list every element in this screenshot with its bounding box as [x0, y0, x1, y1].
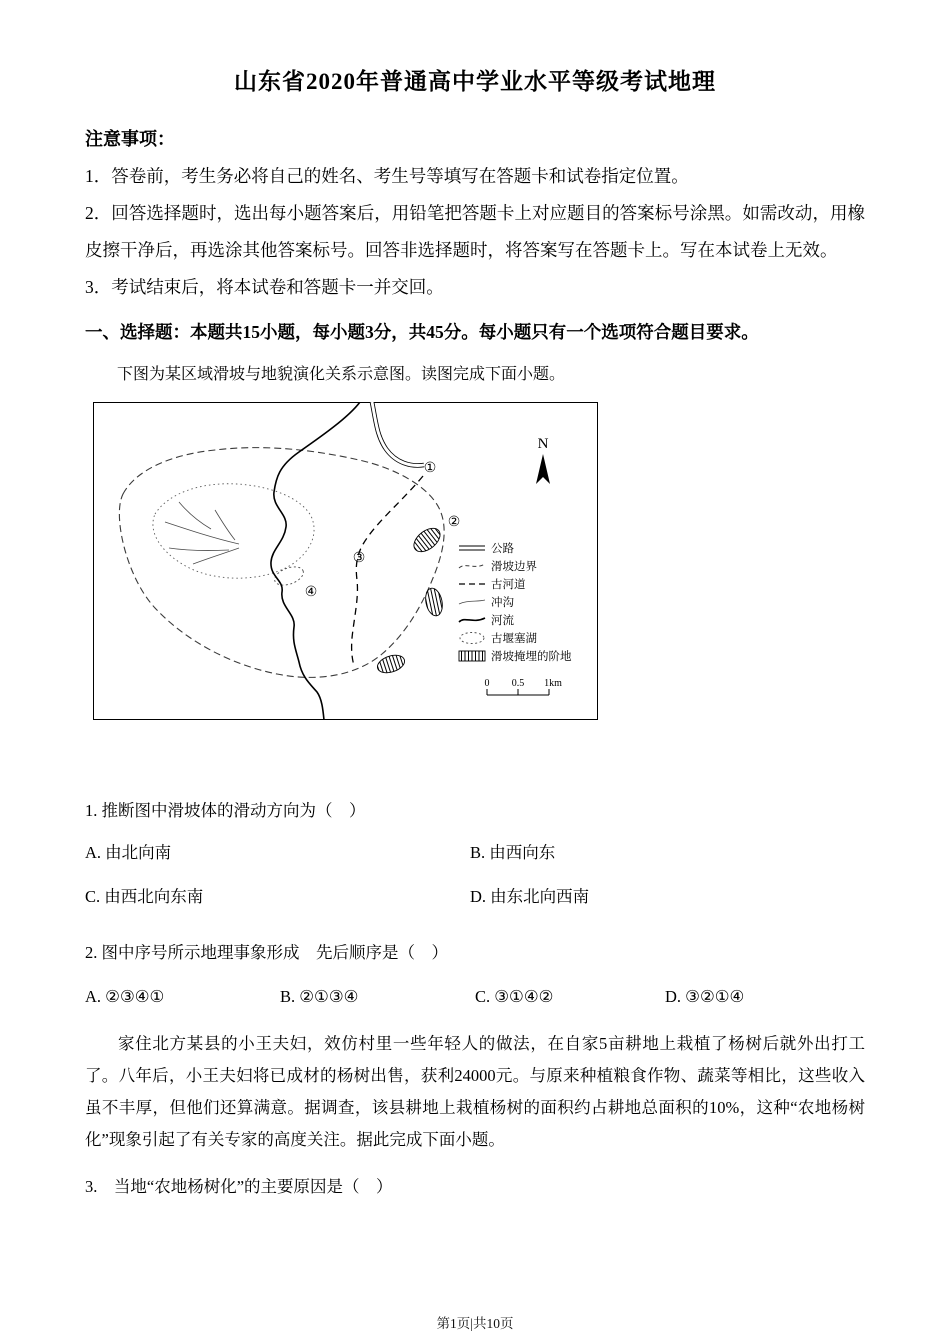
q2-option-c: C. ③①④②: [475, 987, 554, 1006]
notice-item-3: 3．考试结束后，将本试卷和答题卡一并交回。: [85, 277, 444, 297]
legend-terrace-label: 滑坡掩埋的阶地: [491, 651, 572, 663]
q1-option-b: B. 由西向东: [470, 843, 556, 862]
page-footer: 第1页|共10页: [436, 1316, 514, 1331]
north-label: N: [537, 436, 549, 452]
landslide-map-figure: [93, 402, 598, 720]
map-label-4: ④: [304, 585, 318, 600]
question-1-stem: 1. 推断图中滑坡体的滑动方向为（ ）: [85, 801, 366, 820]
legend-ancient-channel-label: 古河道: [491, 579, 526, 591]
notice-item-2: 2．回答选择题时，选出每小题答案后，用铅笔把答题卡上对应题目的答案标号涂黑。如需改动，用橡皮擦干净后，再选涂其他答案标号。回答非选择题时，将答案写在答题卡上。写在本试卷上无效。: [85, 203, 865, 260]
notices-heading: 注意事项：: [85, 129, 175, 149]
question-3-stem: 3. 当地“农地杨树化”的主要原因是（ ）: [85, 1177, 393, 1196]
q1-option-d: D. 由东北向西南: [470, 887, 590, 906]
notice-item-1: 1．答卷前，考生务必将自己的姓名、考生号等填写在答题卡和试卷指定位置。: [85, 166, 689, 186]
q1-option-a: A. 由北向南: [85, 843, 172, 862]
reading-passage: 家住北方某县的小王夫妇，效仿村里一些年轻人的做法，在自家5亩耕地上栽植了杨树后就外出打工了。八年后，小王夫妇将已成材的杨树出售，获利24000元。与原来种植粮食作物、蔬菜等相比，这些收入虽不丰厚，但他们还算满意。据调查，该县耕地上栽植杨树的面积约占耕地总面积的10%，这种“农地杨树化”现象引起了有关专家的高度关注。据此完成下面小题。: [85, 1034, 865, 1149]
figure-intro: 下图为某区域滑坡与地貌演化关系示意图。读图完成下面小题。: [117, 366, 566, 383]
scale-label-05: 0.5: [511, 678, 525, 689]
question-2-options: [85, 982, 865, 1012]
section-heading: 一、选择题：本题共15小题，每小题3分，共45分。每小题只有一个选项符合题目要求。: [85, 322, 759, 342]
scale-label-0: 0: [484, 678, 490, 689]
legend-terrace: [459, 649, 572, 663]
legend-road-label: 公路: [491, 543, 514, 555]
page-title: 山东省2020年普通高中学业水平等级考试地理: [234, 69, 716, 94]
legend-boundary-label: 滑坡边界: [491, 561, 537, 573]
q2-option-b: B. ②①③④: [280, 987, 359, 1006]
map-label-1: ①: [423, 461, 437, 476]
q1-option-c: C. 由西北向东南: [85, 887, 204, 906]
q2-option-d: D. ③②①④: [665, 987, 745, 1006]
scale-label-1km: 1km: [544, 678, 562, 689]
map-label-2: ②: [447, 515, 461, 530]
legend-ancient-lake-label: 古堰塞湖: [491, 633, 537, 645]
legend-gully-label: 冲沟: [491, 597, 514, 609]
question-2-stem: 2. 图中序号所示地理事象形成 先后顺序是（ ）: [85, 943, 448, 962]
map-label-3: ③: [352, 551, 366, 566]
q2-option-a: A. ②③④①: [85, 987, 165, 1006]
legend-river-label: 河流: [491, 615, 514, 627]
question-1-options: [85, 838, 865, 912]
